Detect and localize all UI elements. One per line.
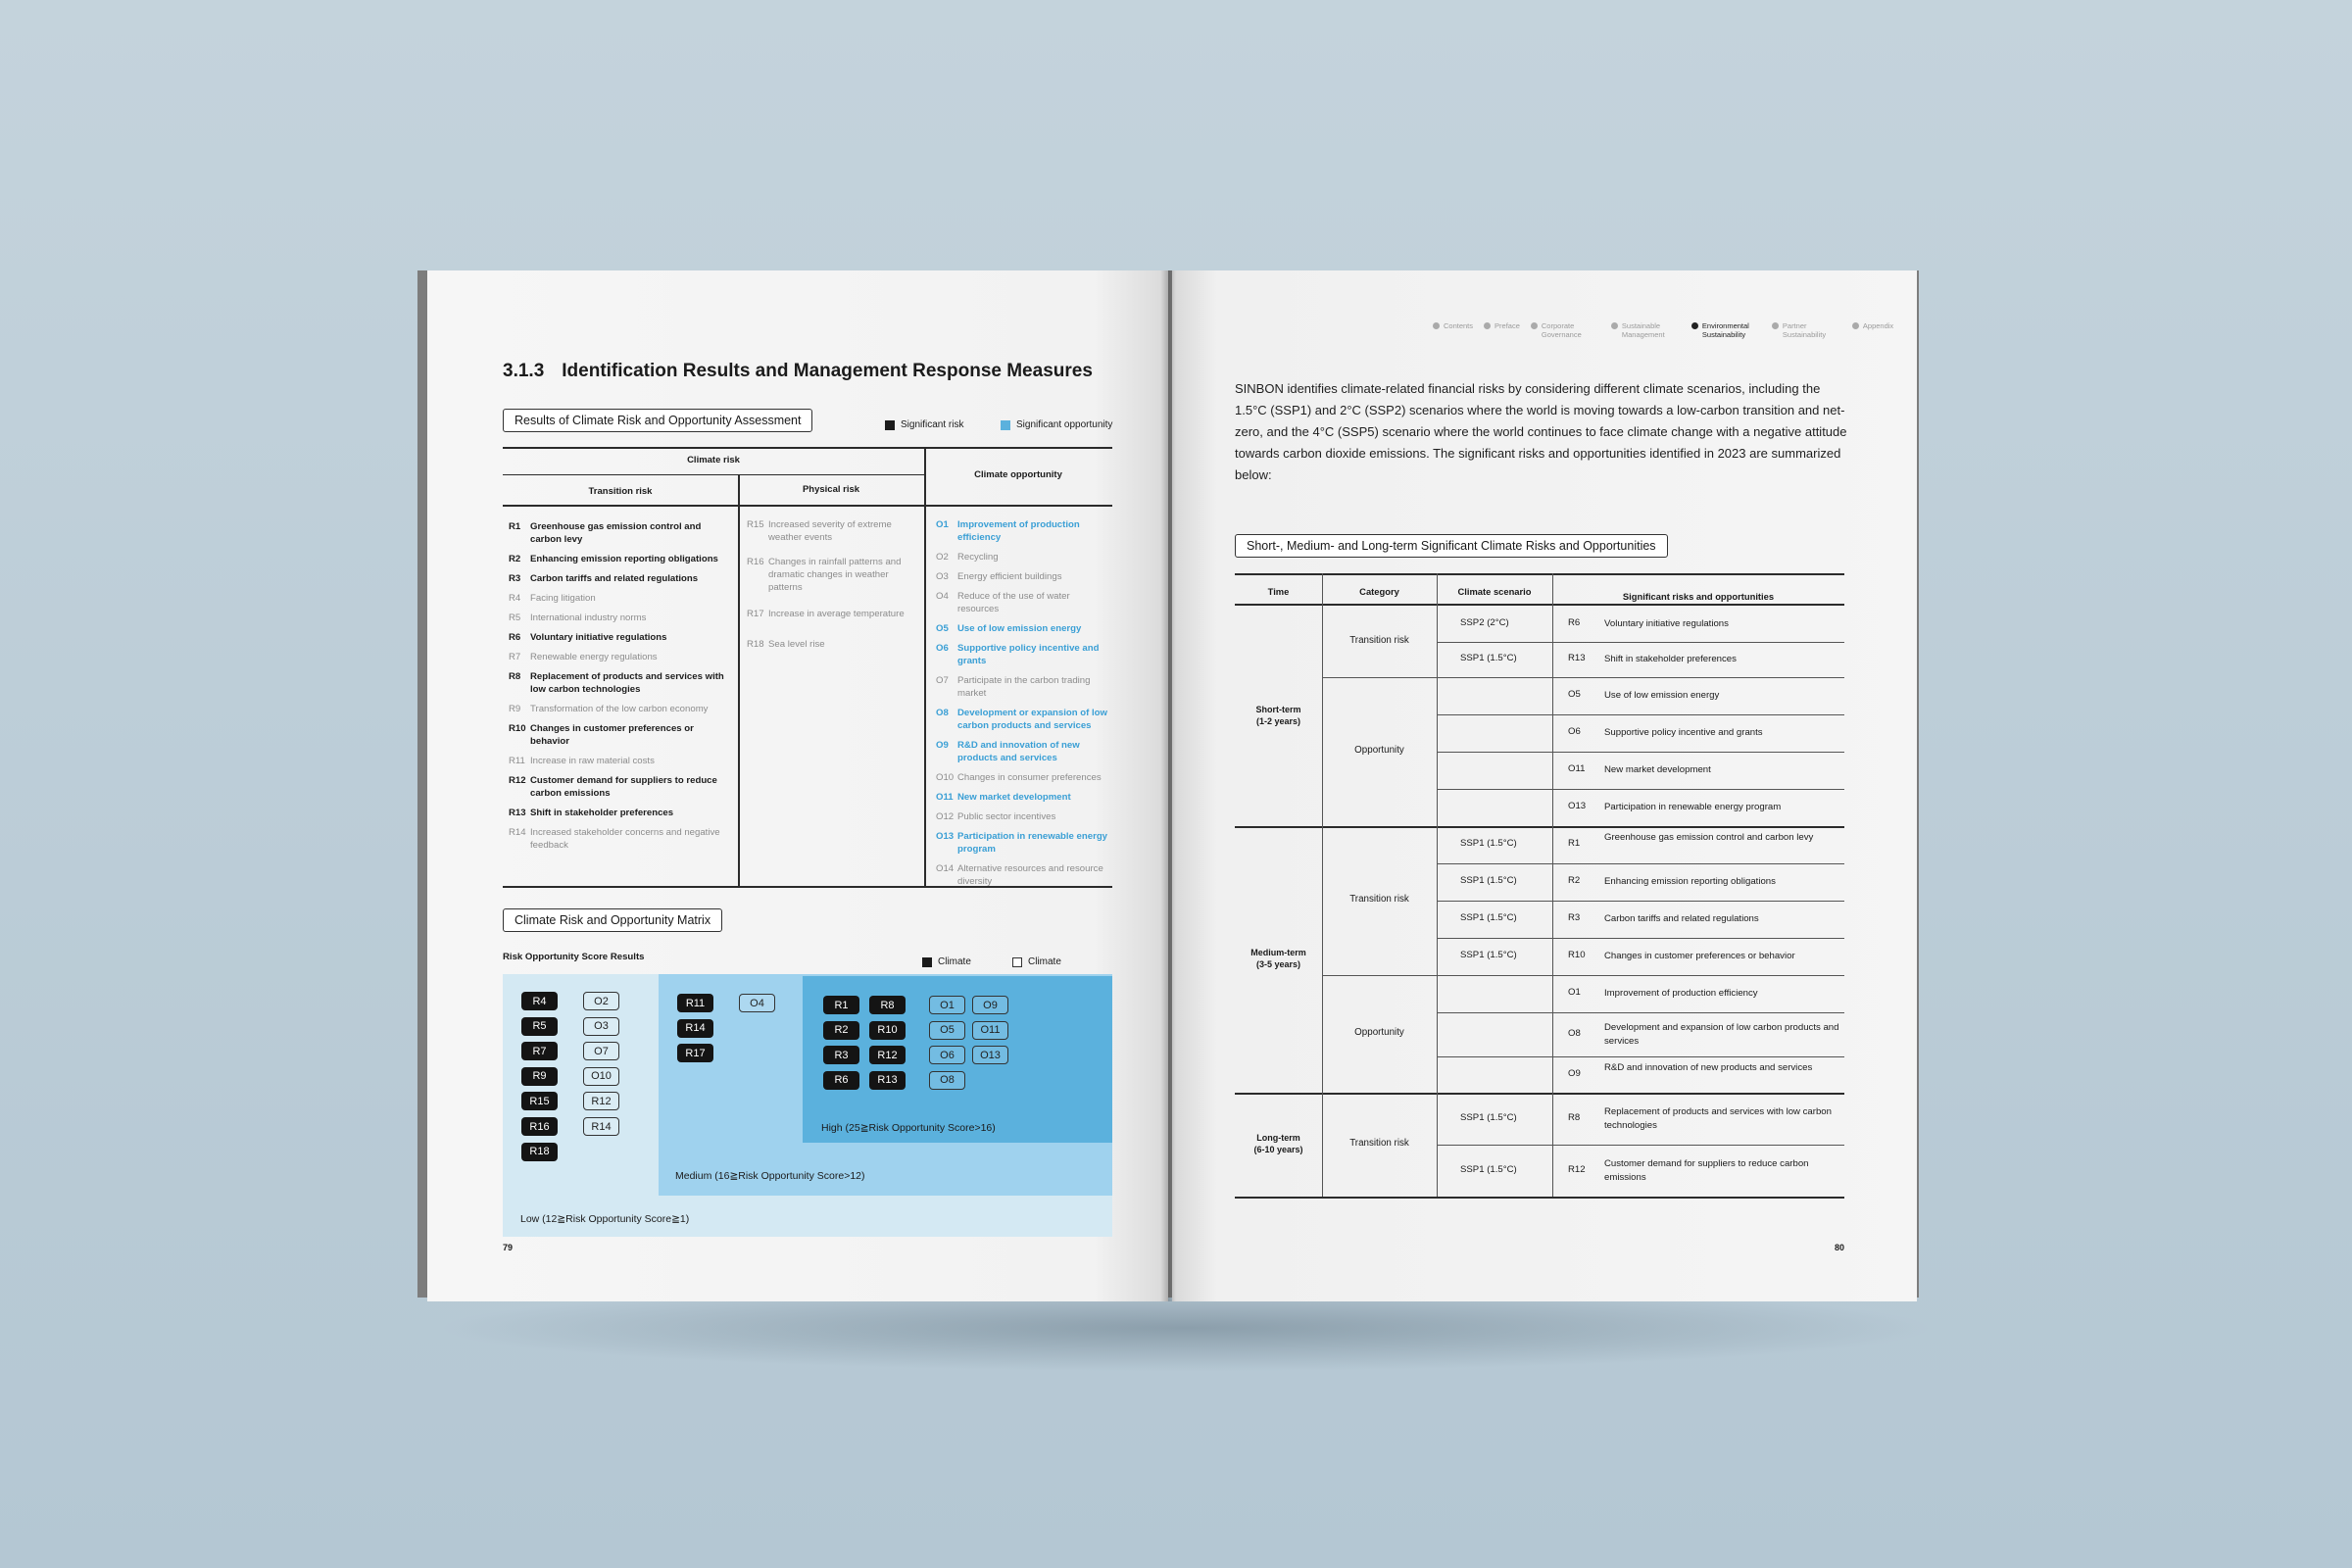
list-item [509, 807, 732, 819]
item-code: O13 [936, 831, 955, 842]
legend-outline-square [1012, 957, 1022, 967]
list-item [509, 755, 732, 767]
matrix-tag: R1 [823, 996, 859, 1014]
item-code: R3 [509, 573, 521, 584]
row-code: R2 [1568, 875, 1581, 886]
item-code: O6 [936, 643, 949, 654]
row-code: O11 [1568, 763, 1586, 774]
list-item [936, 518, 1112, 544]
matrix-tag: O8 [929, 1071, 965, 1090]
item-text: Carbon tariffs and related regulations [530, 573, 699, 584]
physical-risk-list [747, 518, 921, 658]
item-code: R4 [509, 593, 521, 604]
item-code: R8 [509, 671, 521, 682]
group-rule [1235, 1093, 1844, 1095]
nav-dot-icon [1611, 322, 1618, 329]
book-spine [1160, 270, 1176, 1301]
row-text: Shift in stakeholder preferences [1604, 654, 1737, 664]
item-text: Development or expansion of low carbon products and services [957, 708, 1107, 731]
item-code: R12 [509, 775, 526, 786]
nav-label: Contents [1444, 321, 1474, 330]
zone-high-label: High (25≧Risk Opportunity Score>16) [821, 1122, 996, 1134]
item-code: R7 [509, 652, 521, 662]
category-cell: Opportunity [1354, 1027, 1404, 1038]
matrix-tag: O11 [972, 1021, 1008, 1040]
matrix-tag: R9 [521, 1067, 558, 1086]
item-code: O9 [936, 740, 949, 751]
row-rule [1437, 789, 1844, 790]
item-code: R15 [747, 519, 764, 530]
item-text: Changes in customer preferences or behavior [530, 723, 694, 747]
section-nav [1433, 321, 1893, 339]
matrix-tag: R18 [521, 1143, 558, 1161]
row-code: R12 [1568, 1163, 1586, 1175]
row-rule [1437, 642, 1844, 643]
matrix-tag: R15 [521, 1092, 558, 1110]
list-item [509, 703, 732, 715]
table-header-rule [503, 505, 1112, 507]
item-text: R&D and innovation of new products and services [957, 740, 1080, 763]
list-item [509, 722, 732, 748]
table-top-rule [503, 447, 1112, 449]
nav-dot-icon [1433, 322, 1440, 329]
item-text: Enhancing emission reporting obligations [530, 554, 718, 564]
header-1: Category [1359, 586, 1399, 597]
item-code: O10 [936, 772, 955, 783]
header-2: Climate scenario [1457, 586, 1532, 597]
legend-significant-opportunity [1001, 419, 1112, 430]
nav-item[interactable] [1691, 321, 1761, 339]
nav-item[interactable] [1531, 321, 1600, 339]
row-scenario: SSP1 (1.5°C) [1460, 838, 1517, 849]
item-text: Changes in consumer preferences [957, 772, 1102, 783]
item-code: R13 [509, 808, 526, 818]
list-item [509, 826, 732, 852]
row-scenario: SSP1 (1.5°C) [1460, 875, 1517, 886]
nav-item[interactable] [1852, 321, 1893, 339]
matrix-tag: R7 [521, 1042, 558, 1060]
matrix-tag: R16 [521, 1117, 558, 1136]
nav-label: Partner Sustainability [1782, 321, 1827, 339]
row-code: R1 [1568, 838, 1581, 849]
item-text: Energy efficient buildings [957, 571, 1062, 582]
table-top-rule [1235, 573, 1844, 575]
table-mid-rule [503, 474, 924, 475]
zone-low-label: Low (12≧Risk Opportunity Score≧1) [520, 1213, 690, 1225]
matrix-tag: R3 [823, 1046, 859, 1064]
item-text: Improvement of production efficiency [957, 519, 1080, 543]
nav-label: Sustainable Management [1621, 321, 1665, 339]
item-code: O11 [936, 792, 954, 803]
col-climate-risk: Climate risk [687, 455, 740, 466]
matrix-tag: O5 [929, 1021, 965, 1040]
item-text: Transformation of the low carbon economy [530, 704, 709, 714]
row-text: Greenhouse gas emission control and carbon levy [1604, 832, 1814, 843]
item-text: Replacement of products and services with low carbon technologies [530, 671, 724, 695]
nav-dot-icon [1691, 322, 1698, 329]
list-item [747, 638, 921, 651]
row-rule [1437, 1012, 1844, 1013]
nav-item[interactable] [1611, 321, 1681, 339]
item-code: O4 [936, 591, 949, 602]
matrix-tag: R13 [869, 1071, 906, 1090]
item-text: Sea level rise [768, 639, 825, 650]
nav-dot-icon [1531, 322, 1538, 329]
nav-item[interactable] [1484, 321, 1520, 339]
assessment-label: Results of Climate Risk and Opportunity Assessment [503, 409, 812, 432]
item-code: R14 [509, 827, 526, 838]
matrix-tag: R10 [869, 1021, 906, 1040]
nav-label: Corporate Governance [1541, 321, 1582, 339]
matrix-tag: R8 [869, 996, 906, 1014]
item-text: Customer demand for suppliers to reduce carbon emissions [530, 775, 717, 799]
item-code: R6 [509, 632, 521, 643]
row-code: O13 [1568, 801, 1587, 811]
row-code: R3 [1568, 912, 1581, 923]
item-code: R17 [747, 609, 764, 619]
matrix-tag: R12 [583, 1092, 619, 1110]
legend-black-square [922, 957, 932, 967]
list-item [936, 674, 1112, 700]
row-text: New market development [1604, 764, 1711, 775]
row-text: Replacement of products and services with low carbon technologies [1604, 1105, 1832, 1131]
header-0: Time [1267, 586, 1290, 597]
list-item [747, 518, 921, 544]
time-cell: Short-term [1255, 705, 1301, 714]
nav-dot-icon [1484, 322, 1491, 329]
item-code: R5 [509, 612, 521, 623]
item-text: New market development [957, 792, 1071, 803]
group-rule [1235, 1197, 1844, 1199]
opportunity-list [936, 518, 1112, 895]
matrix-tag: R11 [677, 994, 713, 1012]
nav-dot-icon [1852, 322, 1859, 329]
item-text: Increase in average temperature [768, 609, 905, 619]
time-sub-cell: (3-5 years) [1255, 959, 1301, 969]
list-item [936, 739, 1112, 764]
row-text: Participation in renewable energy program [1604, 802, 1782, 812]
item-code: R9 [509, 704, 521, 714]
row-rule [1437, 752, 1844, 753]
legend-significant-risk [885, 419, 963, 430]
item-text: Recycling [957, 552, 999, 563]
list-item [509, 592, 732, 605]
item-text: Voluntary initiative regulations [530, 632, 667, 643]
item-code: R2 [509, 554, 521, 564]
item-code: O3 [936, 571, 949, 582]
item-code: R16 [747, 557, 764, 567]
row-scenario: SSP1 (1.5°C) [1460, 912, 1517, 923]
row-code: R6 [1568, 617, 1581, 628]
row-scenario: SSP1 (1.5°C) [1460, 950, 1517, 960]
nav-item[interactable] [1433, 321, 1473, 339]
legend-black-square [885, 420, 895, 430]
time-sub-cell: (6-10 years) [1253, 1145, 1303, 1154]
matrix-tag: O6 [929, 1046, 965, 1064]
item-text: Changes in rainfall patterns and dramatic changes in weather patterns [768, 557, 902, 593]
matrix-tag: R14 [583, 1117, 619, 1136]
row-rule [1437, 1056, 1844, 1057]
matrix-tag: R14 [677, 1019, 713, 1038]
list-item [936, 707, 1112, 732]
matrix-tag: O2 [583, 992, 619, 1010]
row-text: Supportive policy incentive and grants [1604, 727, 1763, 738]
matrix-tag: R2 [823, 1021, 859, 1040]
row-code: R10 [1568, 950, 1586, 960]
nav-dot-icon [1772, 322, 1779, 329]
matrix-legend-outline [1012, 956, 1061, 967]
category-cell: Transition risk [1349, 635, 1409, 646]
row-rule [1322, 975, 1844, 976]
time-cell: Medium-term [1250, 948, 1306, 957]
row-rule [1437, 863, 1844, 864]
col-physical-risk: Physical risk [802, 484, 860, 495]
section-heading [503, 361, 1093, 382]
nav-label: Environmental Sustainability [1701, 321, 1749, 339]
matrix-tag: R6 [823, 1071, 859, 1090]
item-code: O7 [936, 675, 949, 686]
item-code: O14 [936, 863, 955, 874]
list-item [747, 556, 921, 594]
nav-item[interactable] [1772, 321, 1841, 339]
item-code: O5 [936, 623, 949, 634]
row-code: O5 [1568, 689, 1581, 700]
row-scenario: SSP1 (1.5°C) [1460, 1111, 1517, 1123]
row-code: O9 [1568, 1067, 1581, 1079]
matrix-tag: O4 [739, 994, 775, 1012]
table-divider [924, 447, 926, 886]
col-rule [1322, 573, 1323, 1197]
table-header-rule [1235, 604, 1844, 606]
item-text: Reduce of the use of water resources [957, 591, 1070, 614]
page-number-left: 79 [503, 1243, 514, 1252]
matrix-tag: O1 [929, 996, 965, 1014]
row-text: Changes in customer preferences or behavior [1604, 951, 1795, 961]
header-3: Significant risks and opportunities [1622, 591, 1775, 602]
item-text: Shift in stakeholder preferences [530, 808, 674, 818]
legend-label: Climate [1028, 956, 1061, 967]
matrix-tag: R12 [869, 1046, 906, 1064]
row-text: Development and expansion of low carbon products and services [1604, 1021, 1839, 1047]
list-item [936, 830, 1112, 856]
list-item [509, 774, 732, 800]
row-scenario: SSP1 (1.5°C) [1460, 1163, 1517, 1175]
list-item [936, 791, 1112, 804]
time-cell: Long-term [1256, 1133, 1300, 1143]
item-text: Alternative resources and resource diversity [957, 863, 1103, 887]
item-code: R18 [747, 639, 764, 650]
zone-medium-label: Medium (16≧Risk Opportunity Score>12) [675, 1170, 865, 1182]
category-cell: Transition risk [1349, 894, 1409, 905]
row-text: Carbon tariffs and related regulations [1604, 913, 1759, 924]
list-item [747, 608, 921, 620]
matrix-tag: O10 [583, 1067, 619, 1086]
item-text: Increased stakeholder concerns and negative feedback [530, 827, 720, 851]
item-code: R10 [509, 723, 526, 734]
row-text: Use of low emission energy [1604, 690, 1720, 701]
legend-label: Significant risk [901, 419, 964, 430]
matrix-tag: O3 [583, 1017, 619, 1036]
item-code: O12 [936, 811, 955, 822]
row-scenario: SSP1 (1.5°C) [1460, 653, 1517, 663]
row-code: O8 [1568, 1027, 1581, 1039]
group-rule [1235, 826, 1844, 828]
matrix-tag: O7 [583, 1042, 619, 1060]
row-text: Customer demand for suppliers to reduce carbon emissions [1604, 1157, 1809, 1183]
item-text: Supportive policy incentive and grants [957, 643, 1100, 666]
row-code: R8 [1568, 1111, 1581, 1123]
list-item [509, 631, 732, 644]
item-text: Participation in renewable energy program [957, 831, 1108, 855]
row-code: O1 [1568, 987, 1581, 998]
nav-label: Preface [1494, 321, 1520, 330]
legend-label: Significant opportunity [1016, 419, 1113, 430]
item-text: Public sector incentives [957, 811, 1056, 822]
row-rule [1437, 938, 1844, 939]
row-rule [1322, 677, 1844, 678]
matrix-tag: R17 [677, 1044, 713, 1062]
item-text: Renewable energy regulations [530, 652, 658, 662]
page-number-right: 80 [1835, 1243, 1845, 1252]
item-text: Increased severity of extreme weather events [768, 519, 892, 543]
list-item [936, 642, 1112, 667]
section-title: Identification Results and Management Response Measures [562, 361, 1093, 381]
list-item [936, 551, 1112, 564]
list-item [936, 570, 1112, 583]
list-item [936, 771, 1112, 784]
col-transition-risk: Transition risk [588, 486, 653, 497]
list-item [936, 622, 1112, 635]
item-text: Use of low emission energy [957, 623, 1082, 634]
section-number: 3.1.3 [503, 361, 545, 381]
item-text: Facing litigation [530, 593, 596, 604]
row-rule [1437, 901, 1844, 902]
row-rule [1437, 714, 1844, 715]
list-item [509, 670, 732, 696]
list-item [936, 862, 1112, 888]
list-item [509, 553, 732, 565]
col-rule [1552, 573, 1553, 1197]
col-rule [1437, 573, 1438, 1197]
item-text: Increase in raw material costs [530, 756, 655, 766]
col-climate-opportunity: Climate opportunity [974, 469, 1062, 480]
row-scenario: SSP2 (2°C) [1460, 617, 1509, 628]
category-cell: Transition risk [1349, 1138, 1409, 1149]
item-text: Greenhouse gas emission control and carbon levy [530, 521, 702, 545]
list-item [509, 612, 732, 624]
legend-label: Climate [938, 956, 971, 967]
row-rule [1437, 1145, 1844, 1146]
list-item [936, 810, 1112, 823]
item-code: O2 [936, 552, 949, 563]
nav-label: Appendix [1862, 321, 1894, 330]
matrix-legend-filled [922, 956, 971, 967]
transition-risk-list [509, 520, 732, 858]
intro-paragraph: SINBON identifies climate-related financial risks by considering different climate scenarios, including the 1.5°C (SSP1) and 2°C (SSP2) scenarios where the world is moving towards a low-carbon transition and net-zero, and the 4°C (SSP5) scenario where the world continues to face climate change with a negative attitude towards carbon dioxide emissions. The significant risks and opportunities identified in 2023 are summarized below: [1235, 381, 1847, 482]
matrix-label: Climate Risk and Opportunity Matrix [503, 908, 722, 932]
item-code: R1 [509, 521, 521, 532]
matrix-tag: O13 [972, 1046, 1008, 1064]
row-text: Voluntary initiative regulations [1604, 618, 1729, 629]
legend-blue-square [1001, 420, 1010, 430]
row-text: Enhancing emission reporting obligations [1604, 876, 1776, 887]
table-label: Short-, Medium- and Long-term Significant Climate Risks and Opportunities [1235, 534, 1668, 558]
matrix-subtitle: Risk Opportunity Score Results [503, 952, 645, 962]
list-item [509, 651, 732, 663]
item-text: Participate in the carbon trading market [957, 675, 1091, 699]
list-item [509, 520, 732, 546]
table-divider [738, 475, 740, 886]
list-item [936, 590, 1112, 615]
category-cell: Opportunity [1354, 745, 1404, 756]
matrix-tag: R5 [521, 1017, 558, 1036]
row-text: Improvement of production efficiency [1604, 988, 1758, 999]
item-text: International industry norms [530, 612, 647, 623]
row-code: O6 [1568, 726, 1581, 737]
item-code: O1 [936, 519, 949, 530]
matrix-tag: R4 [521, 992, 558, 1010]
time-sub-cell: (1-2 years) [1255, 716, 1301, 726]
row-text: R&D and innovation of new products and services [1604, 1061, 1813, 1073]
row-code: R13 [1568, 653, 1586, 663]
matrix-tag: O9 [972, 996, 1008, 1014]
item-code: O8 [936, 708, 949, 718]
list-item [509, 572, 732, 585]
item-code: R11 [509, 756, 525, 766]
